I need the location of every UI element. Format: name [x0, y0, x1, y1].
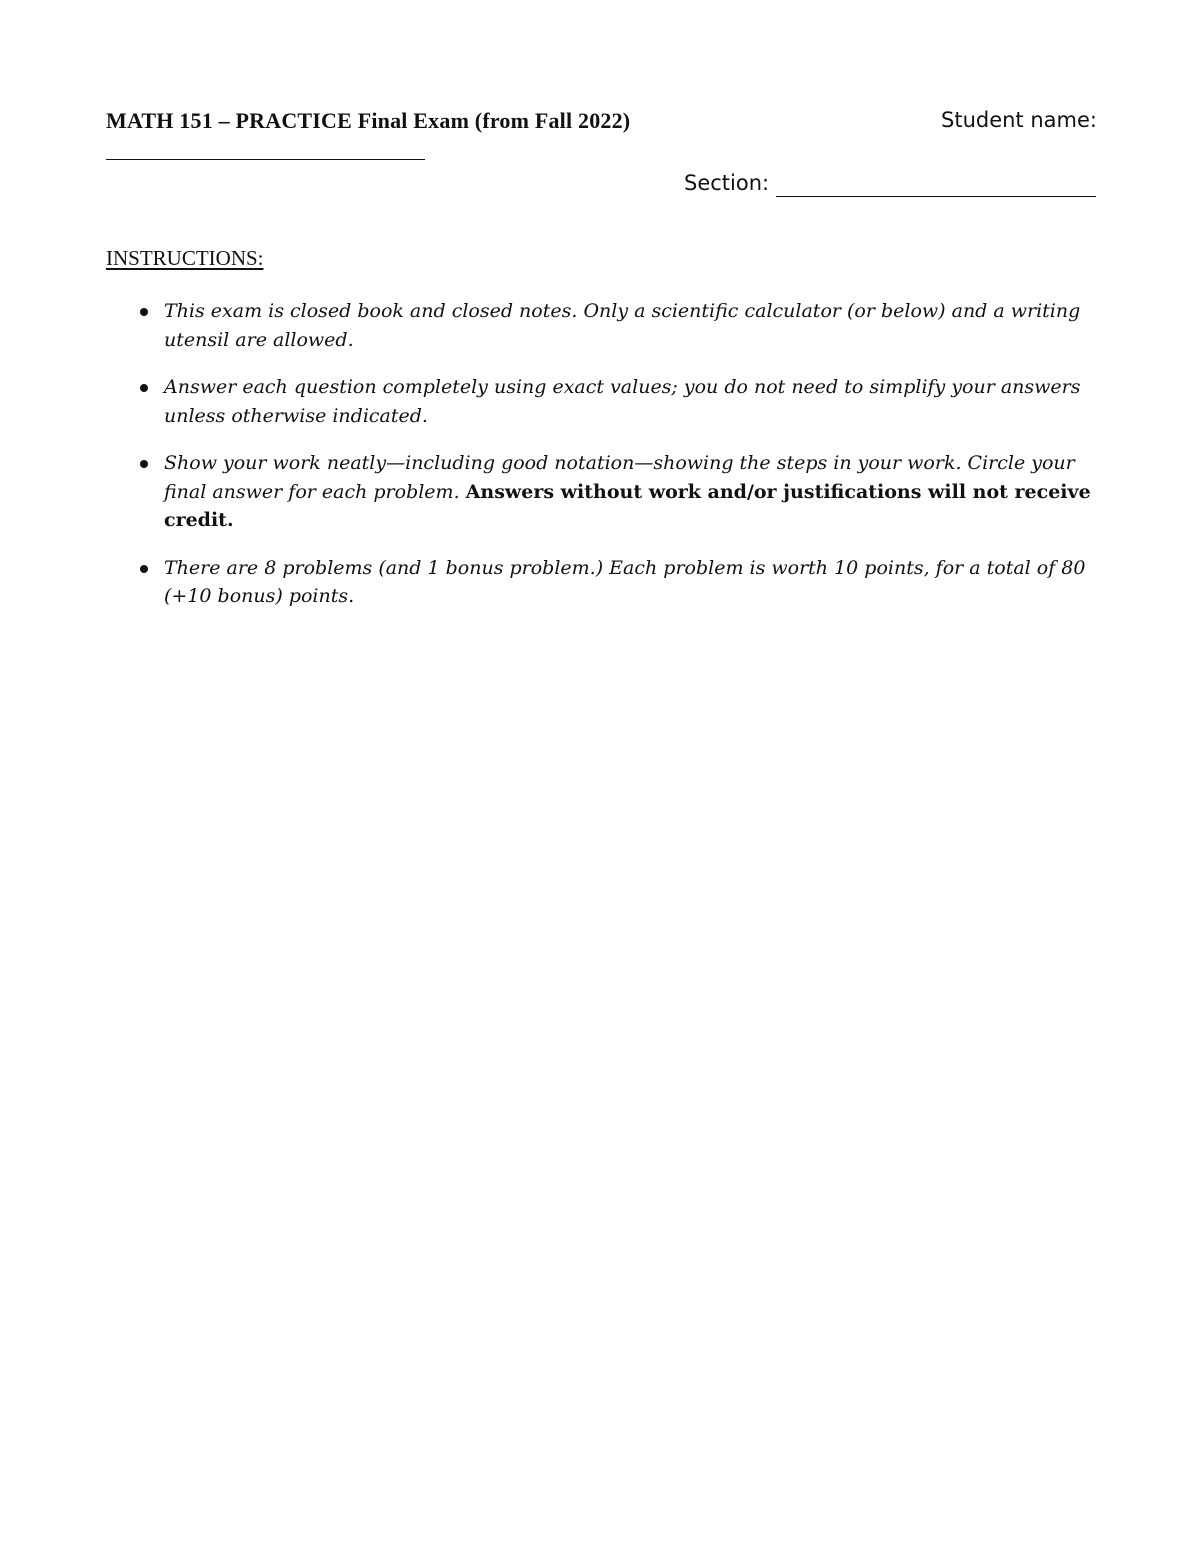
instructions-heading: INSTRUCTIONS: — [106, 246, 264, 270]
student-name-label: Student name: — [941, 108, 1097, 132]
instruction-item — [134, 297, 1104, 354]
instruction-emphasis: Answers without work and/or justifications will not receive credit. — [164, 480, 1091, 531]
section-label: Section: — [684, 171, 770, 195]
instruction-text: Show your work neatly—including good notation—showing the steps in your work. Circle your final answer for each problem. — [164, 452, 1075, 503]
instruction-item — [134, 373, 1104, 430]
instruction-text: There are 8 problems (and 1 bonus problem.) Each problem is worth 10 points, for a total of 80 (+10 bonus) points. — [164, 556, 1086, 607]
bullet-icon — [140, 460, 148, 468]
instruction-text: This exam is closed book and closed notes. Only a scientific calculator (or below) and a writing utensil are allowed. — [164, 300, 1081, 351]
instruction-item — [134, 449, 1104, 535]
student-name-blank-line — [106, 159, 425, 160]
bullet-icon — [140, 384, 148, 392]
bullet-icon — [140, 308, 148, 316]
instructions-list — [134, 297, 1104, 630]
bullet-icon — [140, 565, 148, 573]
instruction-text: Answer each question completely using exact values; you do not need to simplify your answers unless otherwise indicated. — [164, 376, 1081, 427]
section-blank-line — [776, 196, 1096, 197]
exam-title: MATH 151 – PRACTICE Final Exam (from Fall 2022) — [106, 108, 631, 133]
instruction-item — [134, 554, 1104, 611]
